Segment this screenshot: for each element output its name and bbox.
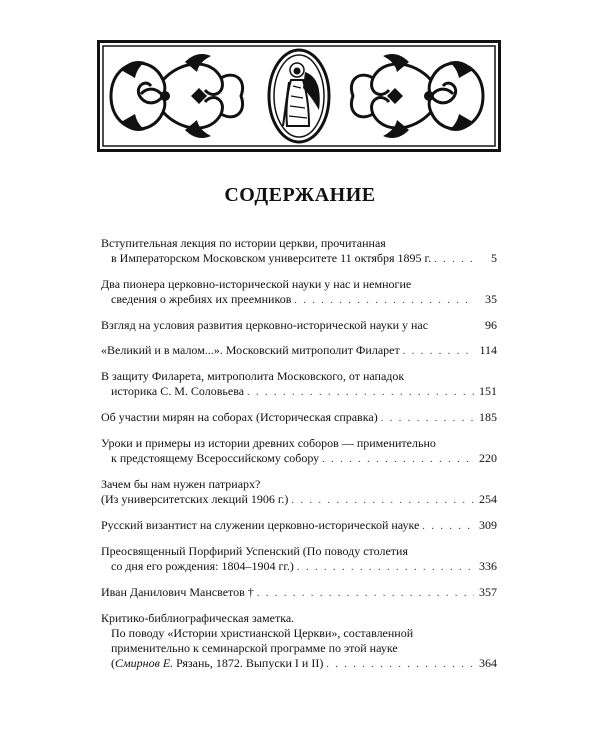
toc-entry[interactable] bbox=[101, 585, 497, 601]
entry-title-line: применительно к семинарской программе по этой науке bbox=[111, 641, 398, 655]
entry-title-line: Иван Данилович Мансветов † bbox=[101, 585, 254, 599]
entry-title-line: Два пионера церковно-исторической науки у нас и немногие bbox=[101, 277, 412, 291]
ornamental-headpiece bbox=[97, 40, 501, 152]
toc-entry[interactable] bbox=[101, 369, 497, 400]
toc-entry[interactable] bbox=[101, 611, 497, 672]
toc-entry[interactable] bbox=[101, 277, 497, 308]
paren-open: ( bbox=[111, 656, 115, 670]
entry-title-line bbox=[111, 656, 323, 671]
dot-leader bbox=[297, 560, 474, 575]
dot-leader bbox=[291, 493, 474, 508]
dot-leader bbox=[434, 252, 474, 267]
toc-entry[interactable] bbox=[101, 410, 497, 426]
entry-title-line: в Императорском Московском университете 11 октября 1895 г. bbox=[111, 251, 432, 265]
entry-title-line: Преосвященный Порфирий Успенский (По поводу столетия bbox=[101, 544, 408, 558]
entry-title-line: Об участии мирян на соборах (Историческая справка) bbox=[101, 410, 378, 424]
entry-title-line: Взгляд на условия развития церковно-исторической науки у нас bbox=[101, 318, 429, 332]
page-number: 35 bbox=[485, 292, 497, 306]
entry-title-line: Вступительная лекция по истории церкви, прочитанная bbox=[101, 236, 386, 250]
toc-entry[interactable] bbox=[101, 436, 497, 467]
entry-title-line: (Из университетских лекций 1906 г.) bbox=[101, 492, 289, 506]
dot-leader bbox=[294, 293, 474, 308]
entry-title-line: В защиту Филарета, митрополита Московского, от нападок bbox=[101, 369, 405, 383]
page-number: 254 bbox=[479, 492, 497, 506]
entry-title-line: сведения о жребиях их преемников bbox=[111, 292, 292, 306]
entry-title-line: к предстоящему Всероссийскому собору bbox=[111, 451, 320, 465]
page-number: 114 bbox=[479, 343, 497, 357]
page-number: 96 bbox=[485, 318, 497, 332]
dot-leader bbox=[381, 411, 474, 426]
dot-leader bbox=[326, 657, 474, 672]
dot-leader bbox=[422, 519, 474, 534]
page-number: 309 bbox=[479, 518, 497, 532]
page-number: 220 bbox=[479, 451, 497, 465]
toc-entry[interactable] bbox=[101, 477, 497, 508]
entry-title-line: со дня его рождения: 1804–1904 гг.) bbox=[111, 559, 294, 573]
toc-entry[interactable] bbox=[101, 544, 497, 575]
entry-title-line: Русский византист на служении церковно-исторической науке bbox=[101, 518, 420, 532]
entry-title-line: «Великий и в малом...». Московский митрополит Филарет bbox=[101, 343, 400, 357]
page-number: 185 bbox=[479, 410, 497, 424]
entry-title-line: По поводу «Истории христианской Церкви», составленной bbox=[111, 626, 414, 640]
entry-title-line: Зачем бы нам нужен патриарх? bbox=[101, 477, 261, 491]
page-number: 336 bbox=[479, 559, 497, 573]
toc-entry[interactable] bbox=[101, 236, 497, 267]
toc-entry[interactable] bbox=[101, 343, 497, 359]
dot-leader bbox=[322, 452, 474, 467]
toc-entry[interactable] bbox=[101, 318, 497, 333]
entry-title-line: Уроки и примеры из истории древних соборов — применительно bbox=[101, 436, 436, 450]
dot-leader bbox=[403, 344, 474, 359]
page-number: 5 bbox=[491, 251, 497, 265]
toc-entry[interactable] bbox=[101, 518, 497, 534]
page-title: СОДЕРЖАНИЕ bbox=[224, 184, 376, 206]
dot-leader bbox=[257, 586, 474, 601]
page-number: 364 bbox=[479, 656, 497, 670]
table-of-contents bbox=[101, 236, 497, 682]
page-number: 357 bbox=[479, 585, 497, 599]
page-number: 151 bbox=[479, 384, 497, 398]
entry-title-line: Критико-библиографическая заметка. bbox=[101, 611, 295, 625]
citation-details: Рязань, 1872. Выпуски I и II) bbox=[173, 656, 324, 670]
dot-leader bbox=[247, 385, 474, 400]
entry-title-line: историка С. М. Соловьева bbox=[111, 384, 245, 398]
author-name: Смирнов Е. bbox=[115, 656, 174, 670]
